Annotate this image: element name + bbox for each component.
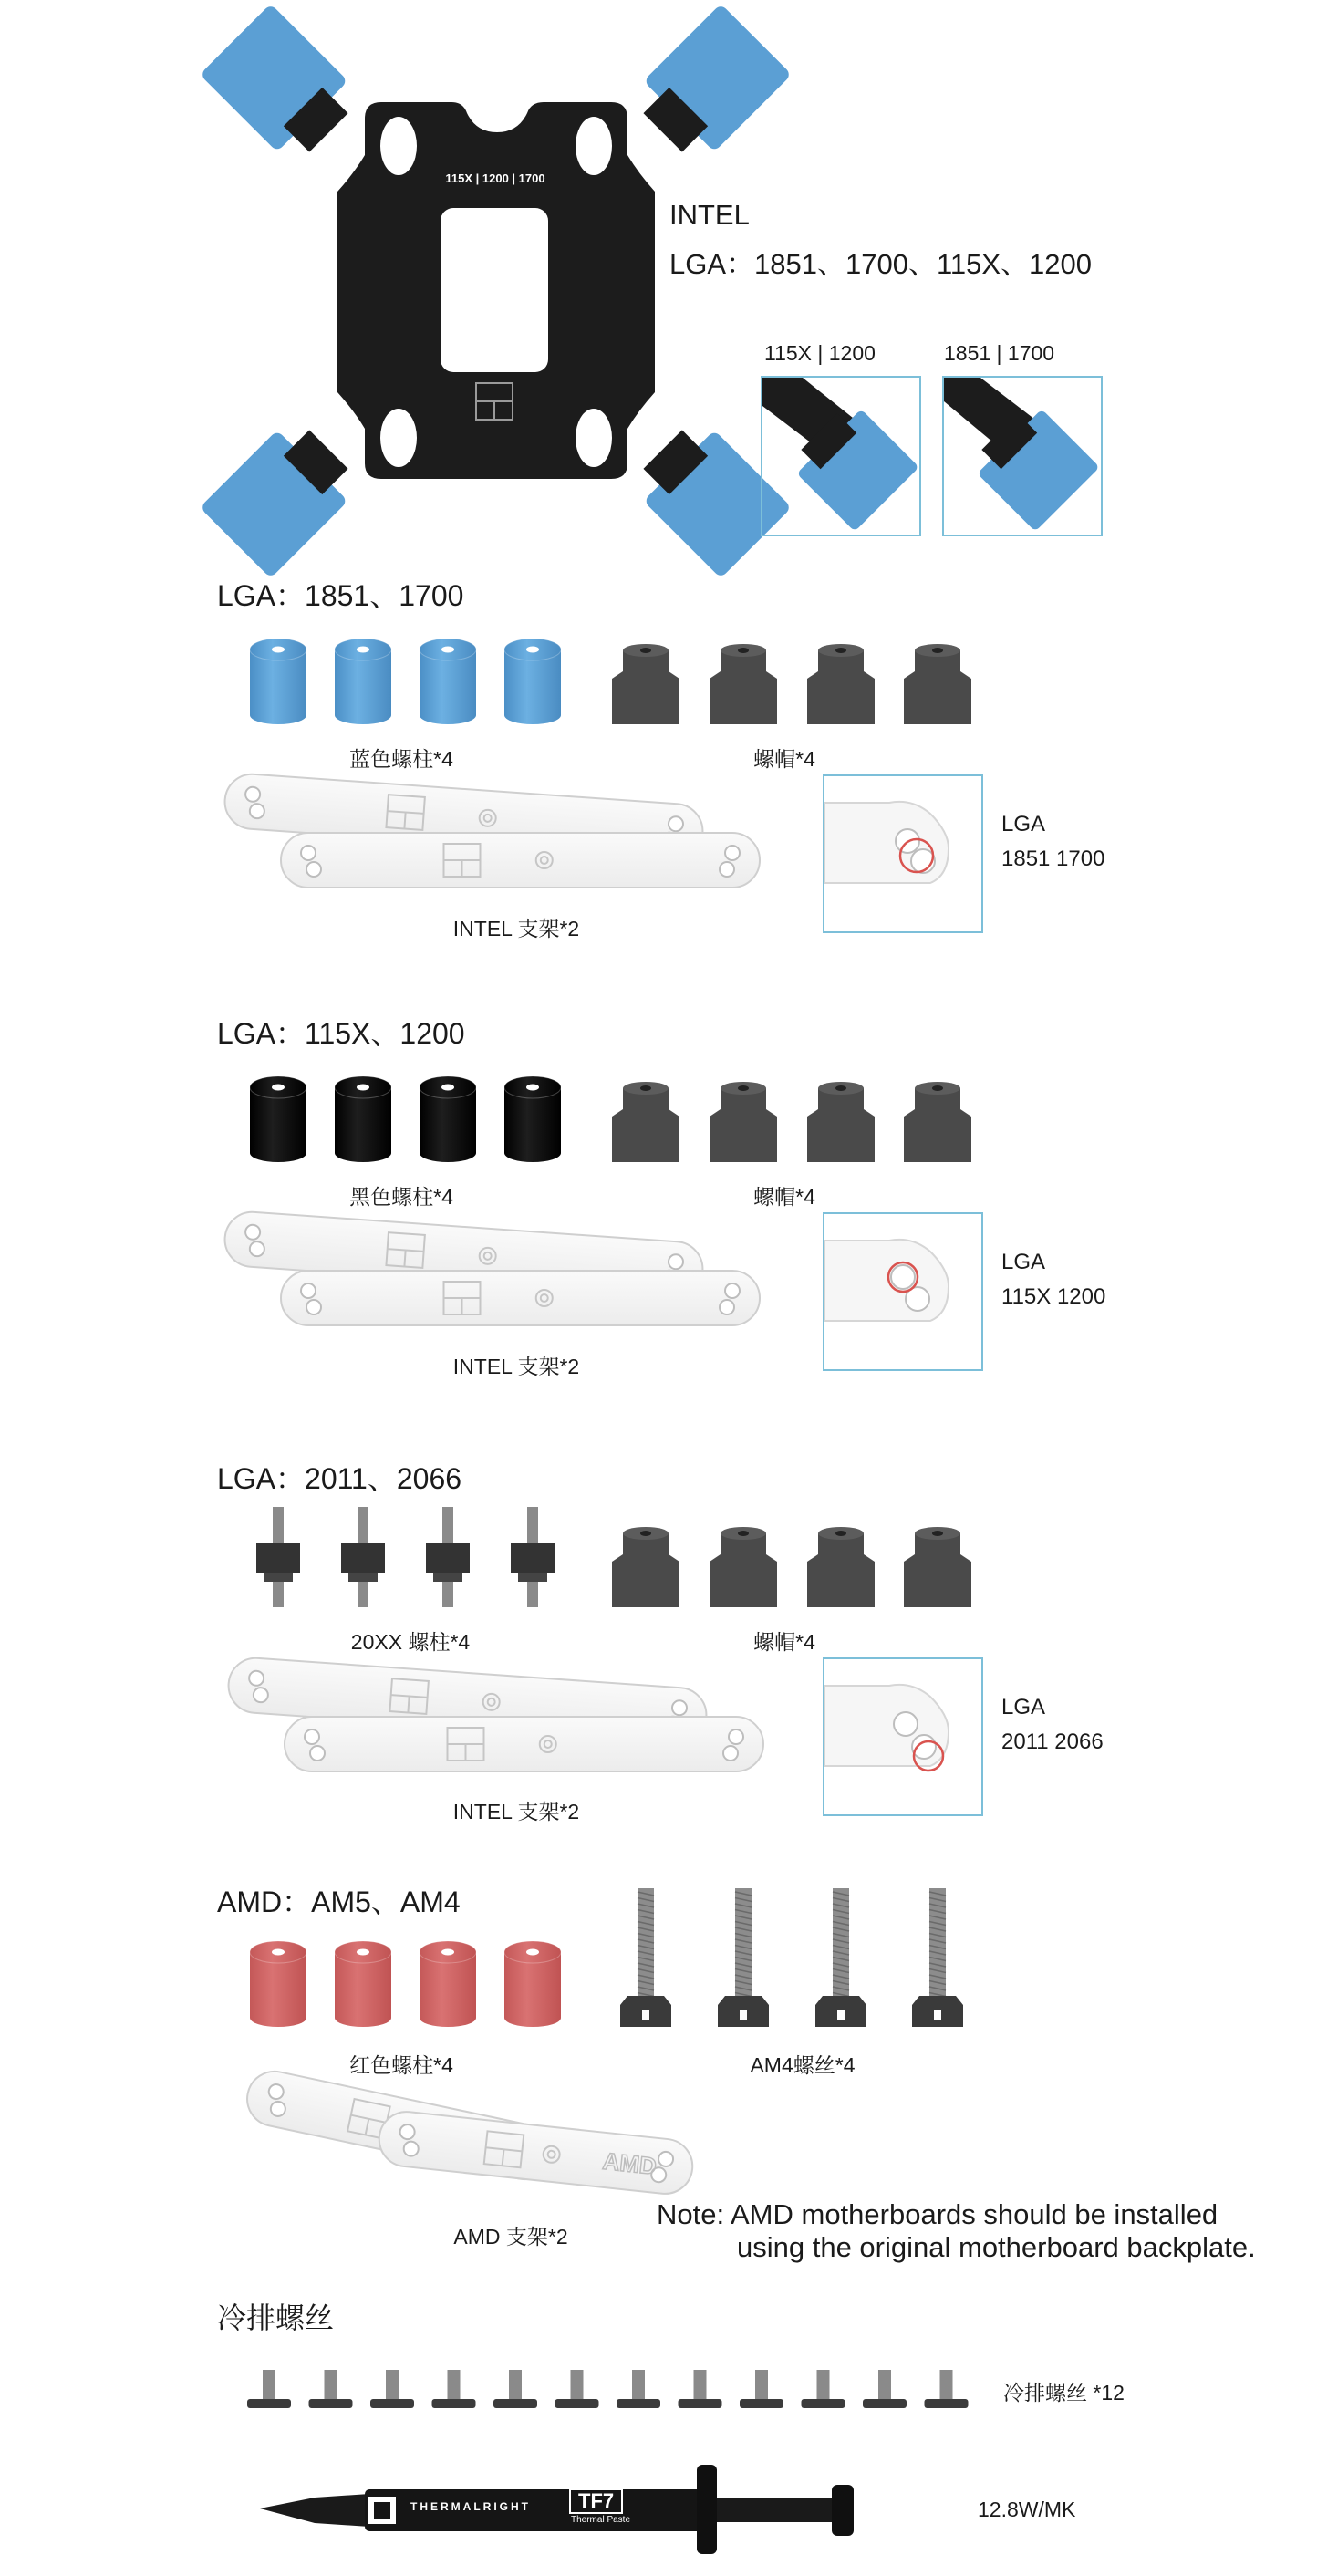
cap-1-2 <box>710 644 777 724</box>
detail-line1-2: LGA <box>1001 1250 1046 1274</box>
detail-line2-2: 115X 1200 <box>1001 1284 1106 1309</box>
cap-2-2 <box>710 1082 777 1162</box>
standoff-2-1 <box>250 1076 306 1162</box>
standoff-label-black: 黑色螺柱*4 <box>349 1185 453 1209</box>
section-title-lga115x: LGA：115X、1200 <box>217 1017 465 1050</box>
cap-1-1 <box>612 644 679 724</box>
section-title-lga1851: LGA：1851、1700 <box>217 579 464 612</box>
am4-screw-3 <box>815 1888 866 2027</box>
radiator-screw-4 <box>432 2370 476 2408</box>
cap-2-1 <box>612 1082 679 1162</box>
paste-brand: THERMALRIGHT <box>410 2500 531 2513</box>
standoff-1-2 <box>335 639 391 724</box>
cap-3-4 <box>904 1527 971 1607</box>
radiator-screw-10 <box>802 2370 845 2408</box>
radiator-screw-1 <box>247 2370 291 2408</box>
plate-text: 115X | 1200 | 1700 <box>445 171 545 185</box>
variant-b-label: 1851 | 1700 <box>944 341 1055 365</box>
variant-a-label: 115X | 1200 <box>764 341 876 365</box>
bracket-front-3 <box>285 1717 763 1771</box>
standoff-red-3 <box>420 1941 476 2027</box>
cap-label-1: 螺帽*4 <box>753 747 815 771</box>
intel-brand-heading: INTEL <box>669 199 750 231</box>
bracket-label-1: INTEL 支架*2 <box>452 917 580 940</box>
cap-1-4 <box>904 644 971 724</box>
radiator-screw-8 <box>679 2370 722 2408</box>
standoff-2-4 <box>504 1076 561 1162</box>
am4-screw-label: AM4螺丝*4 <box>750 2053 856 2077</box>
standoff-20xx-1 <box>256 1507 300 1607</box>
am4-screw-1 <box>620 1888 671 2027</box>
paste-sub: Thermal Paste <box>571 2515 631 2525</box>
radiator-screw-11 <box>863 2370 907 2408</box>
detail-line2-3: 2011 2066 <box>1001 1729 1104 1754</box>
am4-screw-2 <box>718 1888 769 2027</box>
amd-bracket-front <box>377 2109 695 2197</box>
detail-line1-1: LGA <box>1001 812 1046 836</box>
cap-3-1 <box>612 1527 679 1607</box>
standoff-label-blue: 蓝色螺柱*4 <box>349 747 453 771</box>
bracket-front-2 <box>281 1271 760 1325</box>
standoff-red-1 <box>250 1941 306 2027</box>
radiator-screw-6 <box>555 2370 599 2408</box>
amd-note-line1: Note: AMD motherboards should be installed <box>657 2198 1218 2230</box>
amd-bracket-label: AMD 支架*2 <box>453 2225 568 2249</box>
standoff-red-4 <box>504 1941 561 2027</box>
cap-2-4 <box>904 1082 971 1162</box>
cap-label-2: 螺帽*4 <box>753 1185 815 1209</box>
am4-screw-4 <box>912 1888 963 2027</box>
standoff-20xx-4 <box>511 1507 555 1607</box>
cap-1-3 <box>807 644 875 724</box>
standoff-1-1 <box>250 639 306 724</box>
standoff-20xx-2 <box>341 1507 385 1607</box>
svg-text:AMD: AMD <box>601 2146 658 2180</box>
cap-3-3 <box>807 1527 875 1607</box>
standoff-1-4 <box>504 639 561 724</box>
standoff-red-2 <box>335 1941 391 2027</box>
paste-model: TF7 <box>569 2488 623 2514</box>
radiator-screw-3 <box>370 2370 414 2408</box>
radiator-screw-9 <box>740 2370 783 2408</box>
section-title-amd: AMD：AM5、AM4 <box>217 1885 461 1918</box>
radiator-screw-12 <box>925 2370 969 2408</box>
detail-line2-1: 1851 1700 <box>1001 847 1105 871</box>
standoff-1-3 <box>420 639 476 724</box>
standoff-2-3 <box>420 1076 476 1162</box>
detail-line1-3: LGA <box>1001 1695 1046 1719</box>
radiator-screw-7 <box>617 2370 660 2408</box>
thermal-paste-syringe <box>260 2465 854 2554</box>
bracket-label-2: INTEL 支架*2 <box>452 1355 580 1378</box>
standoff-label-red: 红色螺柱*4 <box>349 2053 453 2077</box>
section-title-lga2011: LGA：2011、2066 <box>217 1462 462 1495</box>
intel-compat-line: LGA：1851、1700、115X、1200 <box>669 248 1093 280</box>
bracket-front-1 <box>281 833 760 888</box>
radiator-screw-5 <box>493 2370 537 2408</box>
standoff-label-20xx: 20XX 螺柱*4 <box>350 1630 471 1654</box>
cap-2-3 <box>807 1082 875 1162</box>
cap-3-2 <box>710 1527 777 1607</box>
paste-spec: 12.8W/MK <box>978 2498 1076 2521</box>
bracket-label-3: INTEL 支架*2 <box>452 1800 580 1823</box>
cap-label-3: 螺帽*4 <box>753 1630 815 1654</box>
amd-note-line2: using the original motherboard backplate. <box>737 2231 1256 2263</box>
standoff-2-2 <box>335 1076 391 1162</box>
radiator-screw-2 <box>309 2370 353 2408</box>
section-title-radiator: 冷排螺丝 <box>217 2301 335 2334</box>
radiator-screw-label: 冷排螺丝 *12 <box>1003 2381 1125 2405</box>
standoff-20xx-3 <box>426 1507 470 1607</box>
